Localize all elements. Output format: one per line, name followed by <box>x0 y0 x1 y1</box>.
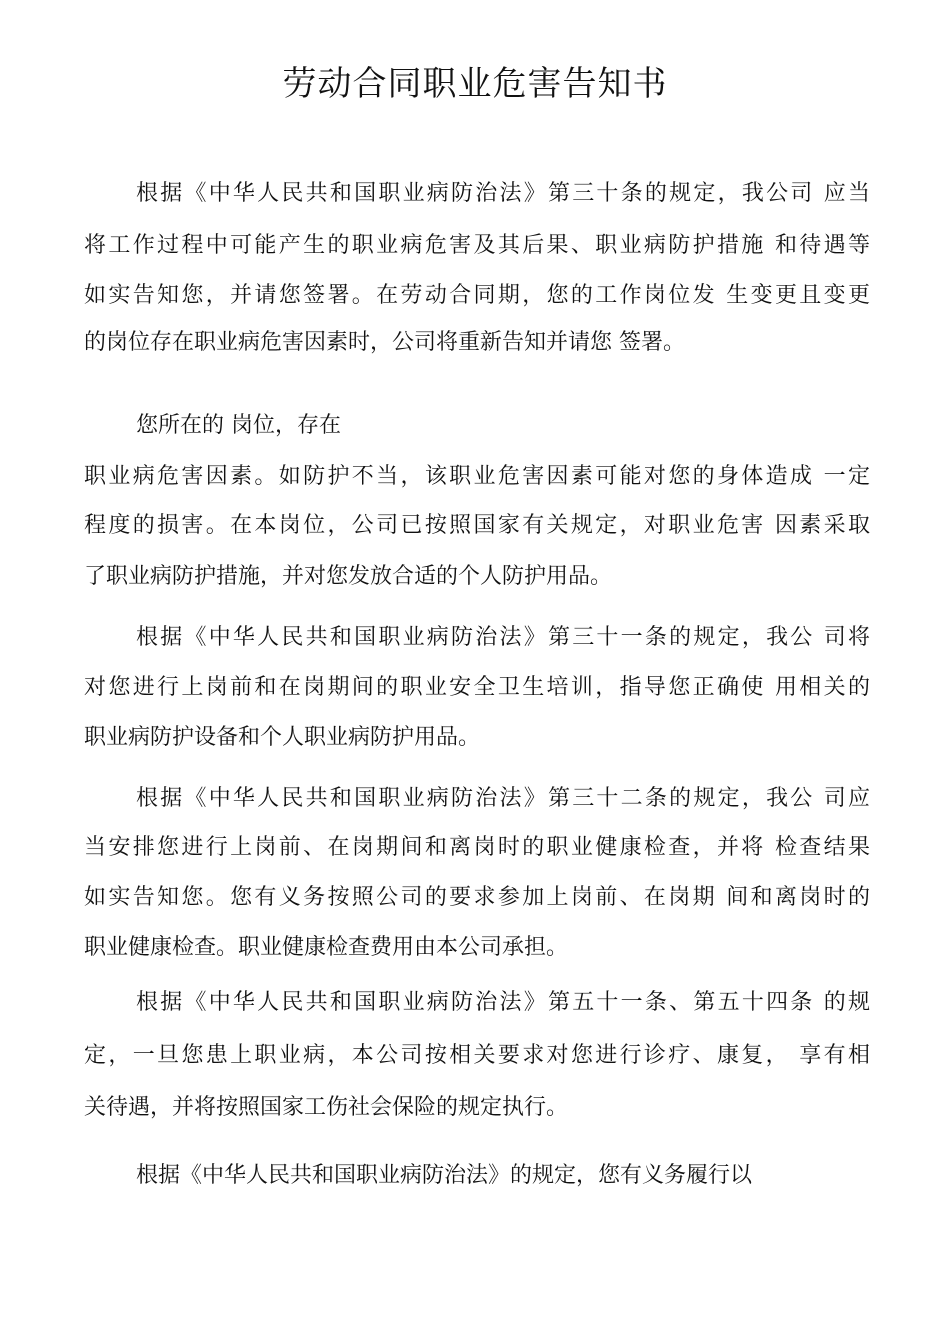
paragraph-5-line-1: 根据《中华人民共和国职业病防治法》第五十一条、第五十四条 的规 <box>136 990 870 1015</box>
paragraph-5-line-2: 定，一旦您患上职业病，本公司按相关要求对您进行诊疗、康复， 享有相 <box>84 1043 870 1068</box>
paragraph-1-line-3: 如实告知您，并请您签署。在劳动合同期，您的工作岗位发 生变更且变更 <box>84 283 870 308</box>
paragraph-1-line-1: 根据《中华人民共和国职业病防治法》第三十条的规定，我公司 应当 <box>136 181 870 206</box>
paragraph-2-line-2: 职业病危害因素。如防护不当，该职业危害因素可能对您的身体造成 一定 <box>84 464 870 489</box>
paragraph-2-line-4: 了职业病防护措施，并对您发放合适的个人防护用品。 <box>84 564 613 589</box>
paragraph-4-line-3: 如实告知您。您有义务按照公司的要求参加上岗前、在岗期 间和离岗时的 <box>84 885 870 910</box>
paragraph-1-line-2: 将工作过程中可能产生的职业病危害及其后果、职业病防护措施 和待遇等 <box>84 233 870 258</box>
paragraph-3-line-1: 根据《中华人民共和国职业病防治法》第三十一条的规定，我公 司将 <box>136 625 870 650</box>
paragraph-3-line-2: 对您进行上岗前和在岗期间的职业安全卫生培训，指导您正确使 用相关的 <box>84 675 870 700</box>
paragraph-4-line-4: 职业健康检查。职业健康检查费用由本公司承担。 <box>84 935 569 960</box>
paragraph-4-line-1: 根据《中华人民共和国职业病防治法》第三十二条的规定，我公 司应 <box>136 786 870 811</box>
document-title: 劳动合同职业危害告知书 <box>282 64 668 104</box>
paragraph-6-line-1: 根据《中华人民共和国职业病防治法》的规定，您有义务履行以 <box>136 1163 753 1188</box>
paragraph-1-line-4: 的岗位存在职业病危害因素时，公司将重新告知并请您 签署。 <box>84 330 685 355</box>
paragraph-4-line-2: 当安排您进行上岗前、在岗期间和离岗时的职业健康检查，并将 检查结果 <box>84 835 870 860</box>
paragraph-5-line-3: 关待遇，并将按照国家工伤社会保险的规定执行。 <box>84 1095 569 1120</box>
paragraph-2-line-1: 您所在的 岗位，存在 <box>136 413 341 438</box>
paragraph-2-line-3: 程度的损害。在本岗位，公司已按照国家有关规定，对职业危害 因素采取 <box>84 513 870 538</box>
paragraph-3-line-3: 职业病防护设备和个人职业病防护用品。 <box>84 725 481 750</box>
